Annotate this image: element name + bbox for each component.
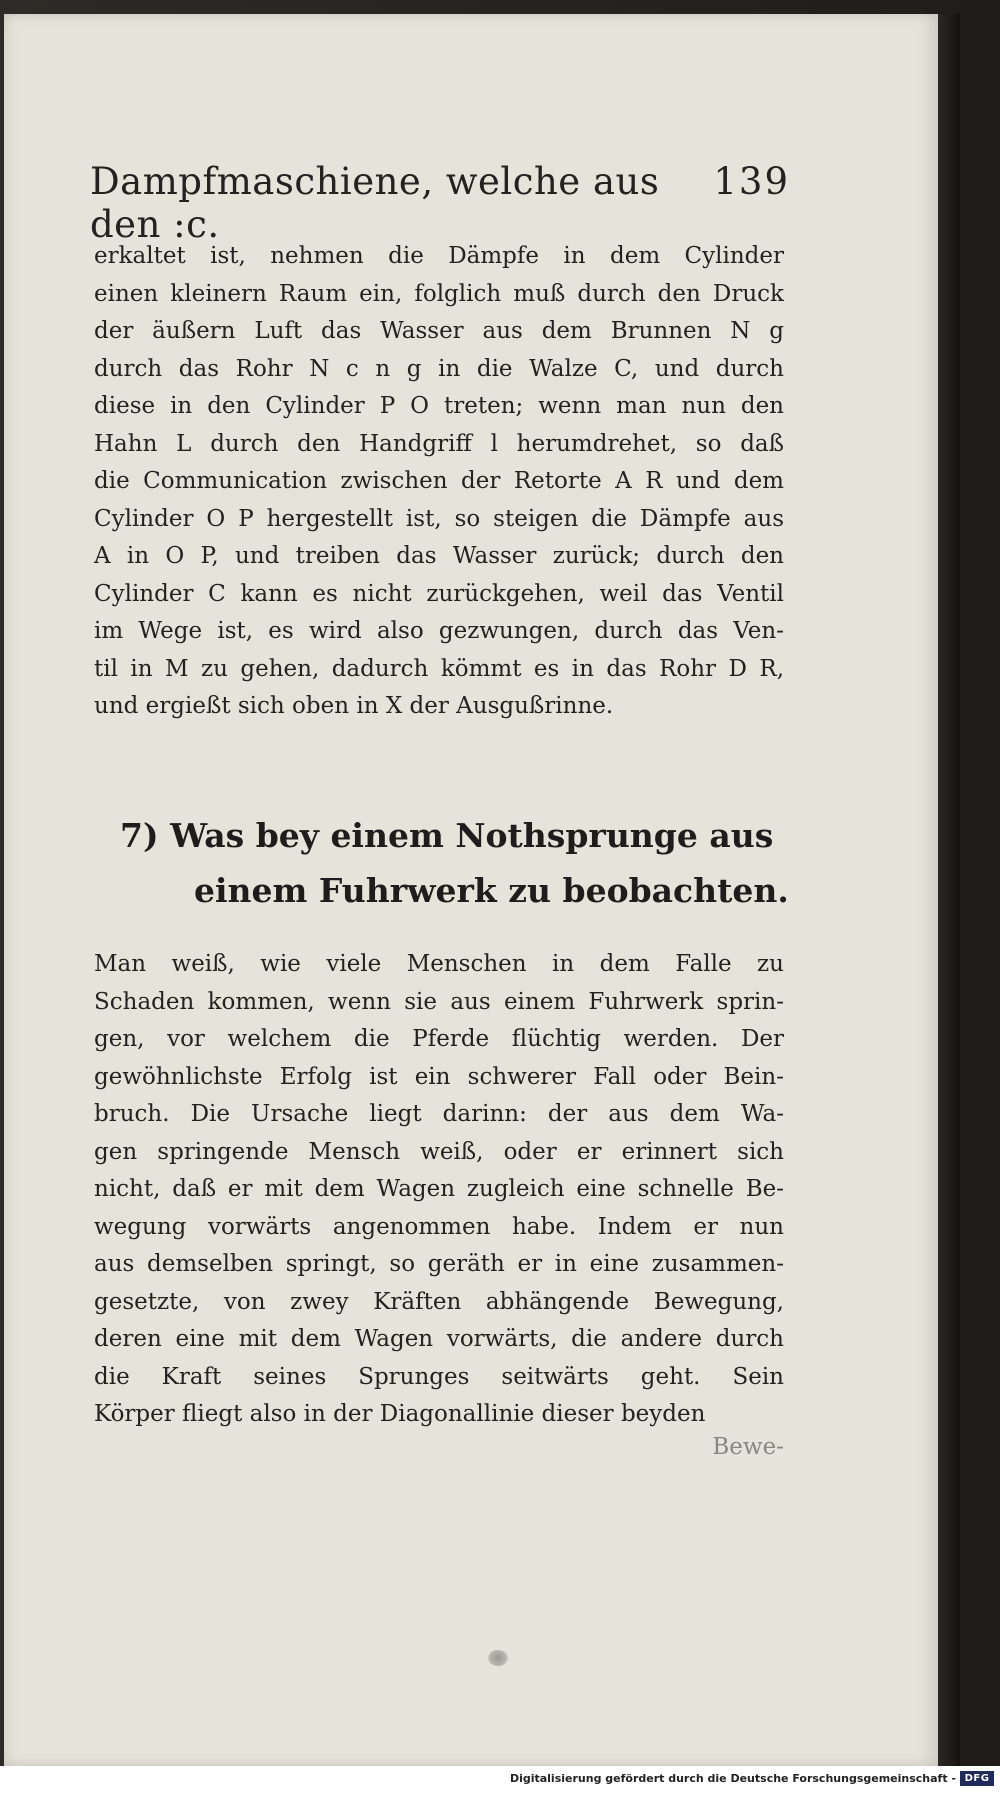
dfg-logo-icon: DFG xyxy=(960,1771,994,1786)
paragraph-1-line: durch das Rohr N c n g in die Walze C, und durch xyxy=(94,355,784,382)
section-heading-line-2: einem Fuhrwerk zu beobachten. xyxy=(194,871,789,910)
paragraph-1-line: einen kleinern Raum ein, folglich muß durch den Druck xyxy=(94,280,784,307)
paragraph-2-line: deren eine mit dem Wagen vorwärts, die andere durch xyxy=(94,1326,784,1352)
paragraph-1-line: til in M zu gehen, dadurch kömmt es in das Rohr D R, xyxy=(94,655,784,682)
page-edge-shadow xyxy=(938,14,960,1766)
running-head xyxy=(90,160,790,246)
paragraph-2-line: wegung vorwärts angenommen habe. Indem er nun xyxy=(94,1213,784,1240)
footer-credit: Digitalisierung gefördert durch die Deutsche Forschungsgemeinschaft - xyxy=(509,1772,956,1785)
catchword: Bewe- xyxy=(712,1434,784,1460)
section-heading-line-1: 7) Was bey einem Nothsprunge aus xyxy=(120,816,774,855)
paragraph-2-line: die Kraft seines Sprunges seitwärts geht. Sein xyxy=(94,1363,784,1390)
paragraph-1-line: erkaltet ist, nehmen die Dämpfe in dem Cylinder xyxy=(94,243,784,269)
paragraph-2-line: Körper fliegt also in der Diagonallinie dieser beyden xyxy=(94,1401,706,1427)
paragraph-2-line: Man weiß, wie viele Menschen in dem Falle zu xyxy=(94,951,784,977)
paragraph-2-line: gewöhnlichste Erfolg ist ein schwerer Fall oder Bein- xyxy=(94,1063,784,1090)
paragraph-2-line: nicht, daß er mit dem Wagen zugleich eine schnelle Be- xyxy=(94,1176,784,1202)
paragraph-1-line: Cylinder O P hergestellt ist, so steigen die Dämpfe aus xyxy=(94,505,784,532)
paragraph-2 xyxy=(94,946,784,1434)
section-heading xyxy=(120,808,789,918)
ink-smudge xyxy=(488,1650,508,1666)
paragraph-1-line: der äußern Luft das Wasser aus dem Brunnen N g xyxy=(94,318,784,344)
paragraph-2-line: gesetzte, von zwey Kräften abhängende Bewegung, xyxy=(94,1288,784,1315)
paragraph-1 xyxy=(94,238,784,726)
paragraph-1-line: und ergießt sich oben in X der Ausgußrinne. xyxy=(94,693,614,719)
paragraph-2-line: aus demselben springt, so geräth er in eine zusammen- xyxy=(94,1251,784,1277)
paragraph-1-line: Hahn L durch den Handgriff l herumdrehet, so daß xyxy=(94,430,784,457)
digitization-footer xyxy=(0,1766,1000,1793)
paragraph-1-line: im Wege ist, es wird also gezwungen, durch das Ven- xyxy=(94,618,784,644)
paragraph-2-line: Schaden kommen, wenn sie aus einem Fuhrwerk sprin- xyxy=(94,988,784,1015)
paragraph-2-line: gen springende Mensch weiß, oder er erinnert sich xyxy=(94,1138,784,1165)
paragraph-1-line: Cylinder C kann es nicht zurückgehen, weil das Ventil xyxy=(94,580,784,607)
paragraph-1-line: die Communication zwischen der Retorte A R und dem xyxy=(94,468,784,494)
paragraph-2-line: bruch. Die Ursache liegt darinn: der aus dem Wa- xyxy=(94,1101,784,1127)
running-head-title: Dampfmaschiene, welche aus den :c. xyxy=(90,160,660,246)
paragraph-1-line: diese in den Cylinder P O treten; wenn man nun den xyxy=(94,393,784,419)
page-number: 139 xyxy=(713,160,790,203)
paragraph-2-line: gen, vor welchem die Pferde flüchtig werden. Der xyxy=(94,1026,784,1052)
paragraph-1-line: A in O P, und treiben das Wasser zurück; durch den xyxy=(94,543,784,569)
